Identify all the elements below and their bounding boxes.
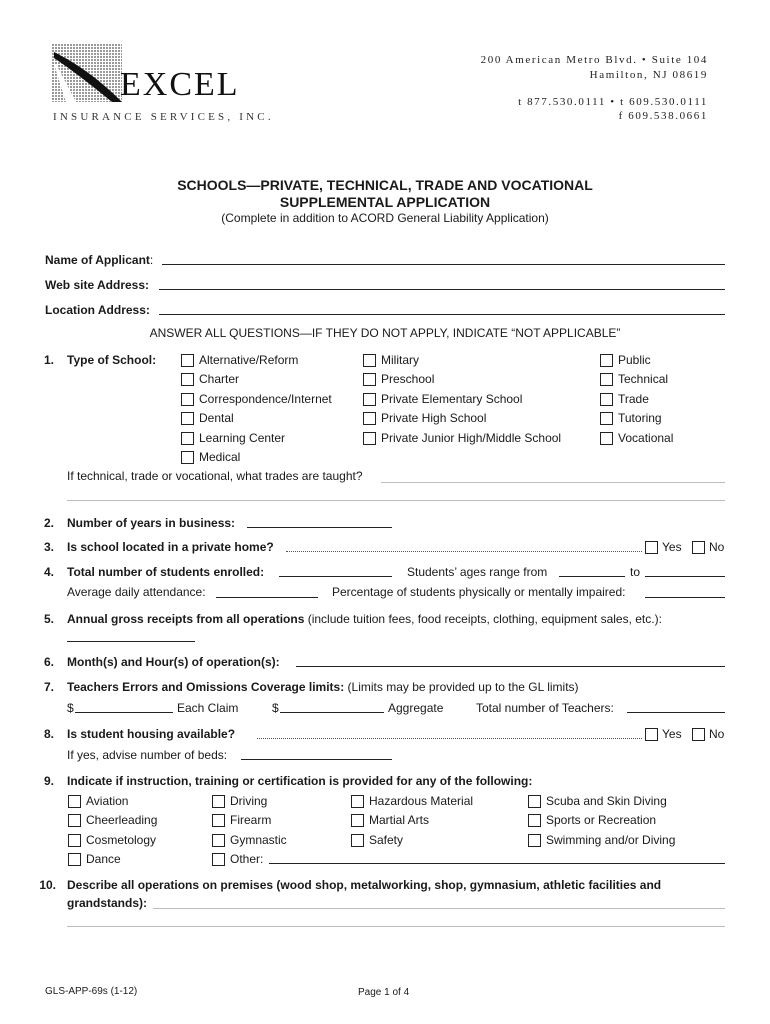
checkbox-charter[interactable] — [181, 373, 194, 386]
option-public: Public — [618, 353, 651, 367]
checkbox-aviation[interactable] — [68, 795, 81, 808]
checkbox-other[interactable] — [212, 853, 225, 866]
q3-label: Is school located in a private home? — [67, 540, 274, 554]
ages-range-label: Students’ ages range from — [407, 565, 548, 579]
company-logo — [52, 44, 252, 104]
checkbox-hazardous-material[interactable] — [351, 795, 364, 808]
form-title-line1: SCHOOLS—PRIVATE, TECHNICAL, TRADE AND VOCATIONAL — [177, 177, 593, 193]
aggregate-dollar: $ — [272, 701, 279, 715]
option-dance: Dance — [86, 852, 121, 866]
checkbox-q8-yes[interactable] — [645, 728, 658, 741]
checkbox-gymnastic[interactable] — [212, 834, 225, 847]
checkbox-learning-center[interactable] — [181, 432, 194, 445]
q2-number: 2. — [43, 516, 54, 530]
attendance-field[interactable] — [216, 597, 318, 598]
q3-leader-dots — [286, 551, 642, 552]
trades-field[interactable] — [381, 482, 725, 483]
teachers-label: Total number of Teachers: — [476, 701, 614, 715]
q3-no-label: No — [709, 540, 725, 554]
option-swimming: Swimming and/or Diving — [546, 833, 676, 847]
option-gymnastic: Gymnastic — [230, 833, 287, 847]
checkbox-firearm[interactable] — [212, 814, 225, 827]
checkbox-q8-no[interactable] — [692, 728, 705, 741]
checkbox-alternative-reform[interactable] — [181, 354, 194, 367]
hours-of-operation-field[interactable] — [296, 666, 725, 667]
checkbox-private-elementary[interactable] — [363, 393, 376, 406]
form-subtitle: (Complete in addition to ACORD General Liability Application) — [221, 211, 549, 225]
option-scuba: Scuba and Skin Diving — [546, 794, 667, 808]
option-private-elementary: Private Elementary School — [381, 392, 523, 406]
option-private-junior-high: Private Junior High/Middle School — [381, 431, 562, 445]
form-id: GLS-APP-69s (1-12) — [45, 986, 138, 997]
option-alternative-reform: Alternative/Reform — [199, 353, 299, 367]
option-cosmetology: Cosmetology — [86, 833, 157, 847]
each-claim-field[interactable] — [75, 712, 173, 713]
checkbox-preschool[interactable] — [363, 373, 376, 386]
website-field[interactable] — [159, 289, 725, 290]
q10-label-line1: Describe all operations on premises (wood shop, metalworking, shop, gymnasium, athletic facilities and — [67, 878, 662, 892]
location-label: Location Address: — [45, 303, 150, 317]
logo-mark-icon — [52, 44, 122, 102]
q4-label: Total number of students enrolled: — [67, 565, 265, 579]
checkbox-scuba[interactable] — [528, 795, 541, 808]
option-technical: Technical — [618, 372, 669, 386]
q6-label: Month(s) and Hour(s) of operation(s): — [67, 655, 280, 669]
checkbox-technical[interactable] — [600, 373, 613, 386]
age-from-field[interactable] — [559, 576, 625, 577]
ages-to-label: to — [630, 565, 641, 579]
checkbox-cosmetology[interactable] — [68, 834, 81, 847]
option-firearm: Firearm — [230, 813, 272, 827]
q5-detail: (include tuition fees, food receipts, clothing, equipment sales, etc.): — [304, 612, 662, 626]
applicant-name-field[interactable] — [162, 264, 725, 265]
teachers-count-field[interactable] — [627, 712, 725, 713]
option-trade: Trade — [618, 392, 649, 406]
checkbox-sports[interactable] — [528, 814, 541, 827]
option-martial-arts: Martial Arts — [369, 813, 430, 827]
option-sports: Sports or Recreation — [546, 813, 657, 827]
trades-field-line2[interactable] — [67, 500, 725, 501]
q8-yes-label: Yes — [662, 727, 682, 741]
years-in-business-field[interactable] — [247, 527, 392, 528]
each-claim-label: Each Claim — [177, 701, 239, 715]
operations-field[interactable] — [153, 908, 725, 909]
q1-number: 1. — [43, 353, 54, 367]
logo-wordmark: EXCEL — [120, 66, 240, 103]
location-field[interactable] — [159, 314, 725, 315]
option-learning-center: Learning Center — [199, 431, 286, 445]
option-military: Military — [381, 353, 419, 367]
checkbox-swimming[interactable] — [528, 834, 541, 847]
q2-label: Number of years in business: — [67, 516, 236, 530]
impaired-percentage-field[interactable] — [645, 597, 725, 598]
age-to-field[interactable] — [645, 576, 725, 577]
q5-question — [67, 612, 662, 626]
aggregate-field[interactable] — [280, 712, 384, 713]
fax-line: f 609.538.0661 — [618, 110, 708, 122]
answer-instruction: ANSWER ALL QUESTIONS—IF THEY DO NOT APPLY, INDICATE “NOT APPLICABLE” — [149, 326, 621, 340]
option-private-high: Private High School — [381, 411, 487, 425]
q5-number: 5. — [43, 612, 54, 626]
checkbox-cheerleading[interactable] — [68, 814, 81, 827]
website-label: Web site Address: — [45, 278, 150, 292]
checkbox-dance[interactable] — [68, 853, 81, 866]
checkbox-trade[interactable] — [600, 393, 613, 406]
checkbox-dental[interactable] — [181, 412, 194, 425]
option-cheerleading: Cheerleading — [86, 813, 158, 827]
option-correspondence: Correspondence/Internet — [199, 392, 332, 406]
checkbox-vocational[interactable] — [600, 432, 613, 445]
each-claim-dollar: $ — [67, 701, 74, 715]
operations-field-line2[interactable] — [67, 926, 725, 927]
checkbox-military[interactable] — [363, 354, 376, 367]
q7-detail: (Limits may be provided up to the GL limits) — [344, 680, 579, 694]
checkbox-martial-arts[interactable] — [351, 814, 364, 827]
applicant-name-label-text: Name of Applicant — [45, 253, 150, 267]
q8-number: 8. — [43, 727, 54, 741]
q10-number: 10. — [39, 878, 56, 892]
address-line-2: Hamilton, NJ 08619 — [589, 69, 708, 81]
gross-receipts-field[interactable] — [67, 641, 195, 642]
checkbox-correspondence[interactable] — [181, 393, 194, 406]
students-enrolled-field[interactable] — [279, 576, 392, 577]
q7-label: Teachers Errors and Omissions Coverage limits: — [67, 680, 345, 694]
option-other: Other: — [230, 852, 264, 866]
impaired-label: Percentage of students physically or mentally impaired: — [332, 585, 626, 599]
option-charter: Charter — [199, 372, 240, 386]
option-preschool: Preschool — [381, 372, 435, 386]
beds-field[interactable] — [241, 759, 392, 760]
option-dental: Dental — [199, 411, 234, 425]
logo-subtitle: INSURANCE SERVICES, INC. — [53, 111, 274, 123]
option-hazardous-material: Hazardous Material — [369, 794, 474, 808]
checkbox-driving[interactable] — [212, 795, 225, 808]
q8-leader-dots — [257, 738, 642, 739]
q9-label: Indicate if instruction, training or certification is provided for any of the following: — [67, 774, 533, 788]
phone-line: t 877.530.0111 • t 609.530.0111 — [518, 96, 708, 108]
address-line-1: 200 American Metro Blvd. • Suite 104 — [480, 54, 708, 66]
checkbox-safety[interactable] — [351, 834, 364, 847]
option-tutoring: Tutoring — [618, 411, 662, 425]
q8-no-label: No — [709, 727, 725, 741]
q4-number: 4. — [43, 565, 54, 579]
checkbox-tutoring[interactable] — [600, 412, 613, 425]
other-activity-field[interactable] — [269, 863, 725, 864]
q3-number: 3. — [43, 540, 54, 554]
form-title-line2: SUPPLEMENTAL APPLICATION — [279, 194, 491, 210]
option-driving: Driving — [230, 794, 268, 808]
aggregate-label: Aggregate — [388, 701, 444, 715]
checkbox-private-junior-high[interactable] — [363, 432, 376, 445]
trades-label: If technical, trade or vocational, what trades are taught? — [67, 469, 363, 483]
checkbox-private-high[interactable] — [363, 412, 376, 425]
option-aviation: Aviation — [86, 794, 129, 808]
option-vocational: Vocational — [618, 431, 674, 445]
attendance-label: Average daily attendance: — [67, 585, 206, 599]
q9-number: 9. — [43, 774, 54, 788]
applicant-name-label — [45, 253, 153, 267]
option-safety: Safety — [369, 833, 404, 847]
q8-label: Is student housing available? — [67, 727, 236, 741]
checkbox-public[interactable] — [600, 354, 613, 367]
applicant-name-colon: : — [149, 253, 154, 267]
q7-number: 7. — [43, 680, 54, 694]
checkbox-medical[interactable] — [181, 451, 194, 464]
checkbox-q3-no[interactable] — [692, 541, 705, 554]
q10-label-line2: grandstands): — [67, 896, 148, 910]
option-medical: Medical — [199, 450, 241, 464]
q6-number: 6. — [43, 655, 54, 669]
q3-yes-label: Yes — [662, 540, 682, 554]
checkbox-q3-yes[interactable] — [645, 541, 658, 554]
q7-question — [67, 680, 579, 694]
q1-label: Type of School: — [67, 353, 157, 367]
page-number: Page 1 of 4 — [358, 987, 410, 998]
q5-label: Annual gross receipts from all operations — [67, 612, 305, 626]
beds-label: If yes, advise number of beds: — [67, 748, 228, 762]
